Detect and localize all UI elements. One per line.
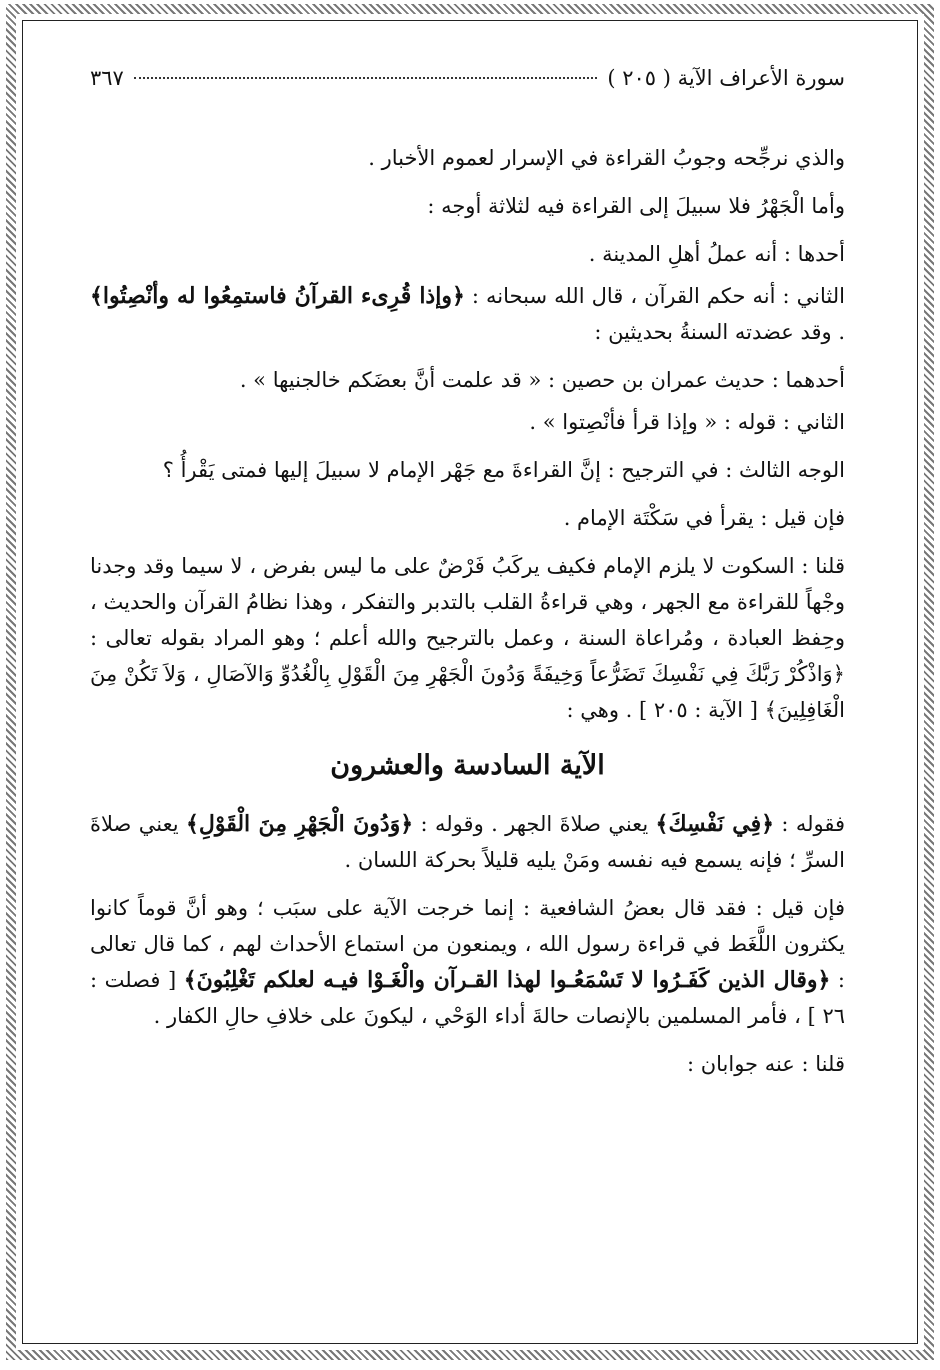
paragraph-5: أحدهما : حديث عمران بن حصين : « قد علمت أنَّ بعضَكم خالجنيها » . xyxy=(239,368,845,392)
paragraph-10 xyxy=(90,806,845,878)
quran-quote-2: ﴿وَاذْكُرْ رَبَّكَ فِي نَفْسِكَ تَضَرُّعاً وَخِيفَةً وَدُونَ الْجَهْرِ مِنَ الْقَوْلِ بِالْغُدُوِّ وَالآصَالِ ، وَلاَ تَكُنْ مِنَ الْغَافِلِينَ﴾ xyxy=(90,662,845,722)
paragraph-10-text-a: فقوله : xyxy=(773,812,845,836)
paragraph-9 xyxy=(90,548,845,728)
paragraph-2: وأما الْجَهْرُ فلا سبيلَ إلى القراءة فيه لثلاثة أوجه : xyxy=(427,194,845,218)
header-title: سورة الأعراف الآية ( ٢٠٥ ) xyxy=(607,66,845,90)
quran-quote-1: ﴿وإذا قُرِىء القرآنُ فاستمِعُوا له وأنْصِتُوا﴾ xyxy=(90,283,465,309)
paragraph-7: الوجه الثالث : في الترجيح : إنَّ القراءةَ مع جَهْر الإمام لا سبيلَ إليها فمتى يَقْرأُ ؟ xyxy=(162,458,845,482)
paragraph-6: الثاني : قوله : « وإذا قرأ فأنْصِتوا » . xyxy=(529,410,845,434)
page-content xyxy=(90,60,845,1094)
paragraph-8: فإن قيل : يقرأ في سَكْتَة الإمام . xyxy=(563,506,845,530)
paragraph-4-text-b: . وقد عضدته السنةُ بحديثين : xyxy=(594,320,845,344)
paragraph-1: والذي نرجِّحه وجوبُ القراءة في الإسرار لعموم الأخبار . xyxy=(368,146,845,170)
paragraph-9-text-a: قلنا : السكوت لا يلزم الإمام فكيف يركَبُ فَرْضٌ على ما ليس بفرض ، لا سيما وقد وجدنا وجْهاً للقراءة مع الجهر ، وهي قراءةُ القلب بالتدبر والتفكر ، وهذا نظامُ القرآن والحديث ، وحِفظ العبادة ، ومُراعاة السنة ، وعمل بالترجيح والله أعلم ؛ وهو المراد بقوله تعالى : xyxy=(90,554,845,650)
quran-quote-4: ﴿وَدُونَ الْجَهْرِ مِنَ الْقَوْلِ﴾ xyxy=(185,811,414,837)
page-number: ٣٦٧ xyxy=(90,66,124,90)
paragraph-11 xyxy=(90,890,845,1034)
paragraph-4-text-a: الثاني : أنه حكم القرآن ، قال الله سبحانه : xyxy=(464,284,845,308)
quran-quote-3: ﴿فِي نَفْسِكَ﴾ xyxy=(655,811,774,837)
paragraph-9-text-b: [ الآية : ٢٠٥ ] . وهي : xyxy=(566,698,765,722)
running-header xyxy=(90,60,845,96)
header-leader-dots xyxy=(134,77,598,79)
paragraph-12: قلنا : عنه جوابان : xyxy=(686,1052,845,1076)
quran-quote-5: ﴿وقال الذين كَفَـرُوا لا تَسْمَعُـوا لهذا القـرآن والْغَـوْا فيـه لعلكم تَغْلِبُونَ﴾ xyxy=(183,967,831,993)
paragraph-11-text-a: فإن قيل : فقد قال بعضُ الشافعية : إنما خرجت الآية على سبَب ؛ وهو أنَّ قوماً كانوا يكثرون اللَّغَط في قراءة رسول الله ، ويمنعون من استماع الأحداث لهم ، كما قال تعالى : xyxy=(90,896,845,992)
paragraph-3: أحدها : أنه عملُ أهلِ المدينة . xyxy=(588,242,845,266)
section-heading: الآية السادسة والعشرون xyxy=(330,750,605,781)
paragraph-10-text-c: يعني صلاةَ السرِّ ؛ فإنه يسمع فيه نفسه ومَنْ يليه قليلاً بحركة اللسان . xyxy=(90,812,845,872)
paragraph-4 xyxy=(90,278,845,350)
paragraph-10-text-b: يعني صلاةَ الجهر . وقوله : xyxy=(413,812,656,836)
paragraph-11-text-b: [ فصلت : ٢٦ ] ، فأمر المسلمين بالإنصات حالةَ أداء الوَحْي ، ليكونَ على خلافِ حالِ الكفار . xyxy=(90,968,845,1028)
